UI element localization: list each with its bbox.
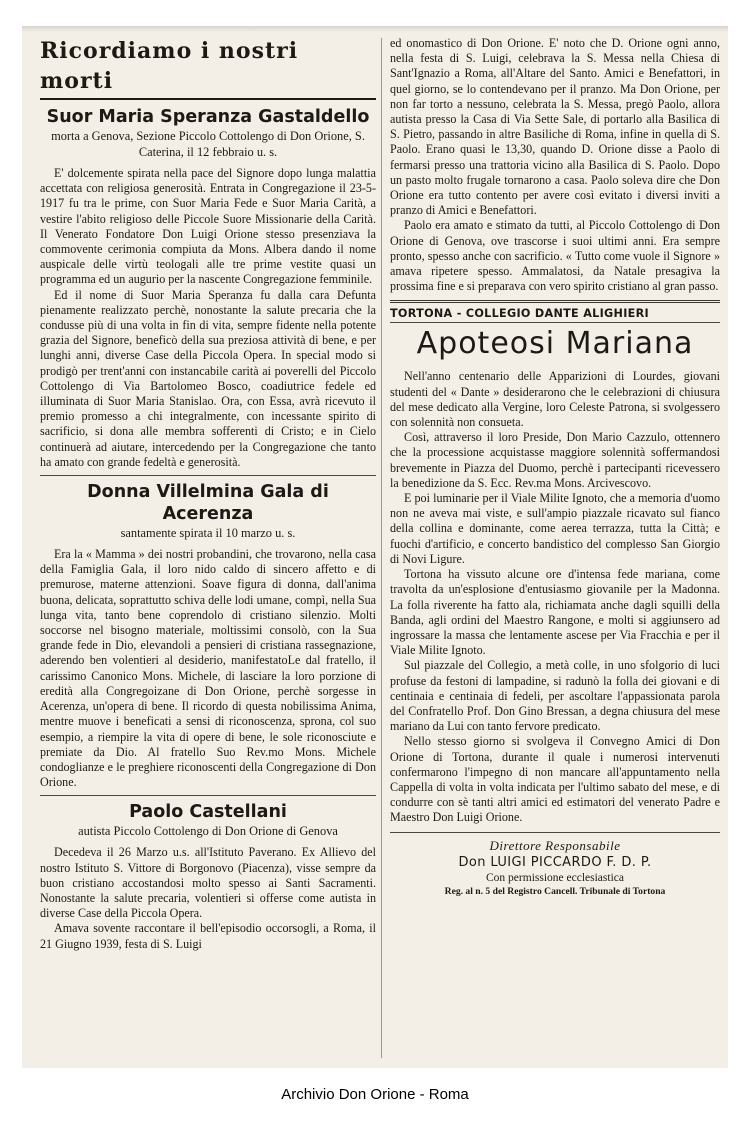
news-body bbox=[390, 369, 720, 825]
director-role: Direttore Responsabile bbox=[489, 837, 621, 853]
column-divider bbox=[381, 38, 382, 1058]
divider bbox=[40, 795, 376, 796]
obituary-subtitle: autista Piccolo Cottolengo di Don Orione di Genova bbox=[78, 824, 338, 839]
news-title: Apoteosi Mariana bbox=[416, 326, 694, 362]
obituary-name: Donna Villelmina Gala di Acerenza bbox=[87, 482, 329, 525]
obituary-name: Paolo Castellani bbox=[129, 802, 287, 823]
obituary-paragraph: Amava sovente raccontare il bell'episodio occorsogli, a Roma, il 21 Giugno 1939, festa di S. Luigi bbox=[40, 921, 376, 951]
colophon-rule bbox=[390, 832, 720, 833]
obituary-name: Suor Maria Speranza Gastaldello bbox=[46, 107, 370, 127]
obituary-paragraph: Decedeva il 26 Marzo u.s. all'Istituto Paverano. Ex Allievo del nostro Istituto S. Vittore di Borgonovo (Piacenza), visse sempre da buon cristiano accostandosi molto spesso ai Santi Sacramenti. Nonostante la salute precaria, volentieri si offerse come autista in diverse Case della Piccola Opera. bbox=[40, 845, 376, 921]
news-paragraph: E poi luminarie per il Viale Milite Ignoto, che a memoria d'uomo non ne aveva mai viste, e sull'ampio piazzale ricavato sul fianco della collina e dominante, come aerea terrazza, tutta la Città; e fuochi d'artificio, e concerto bandistico del complesso San Giorgio di Novi Ligure. bbox=[390, 491, 720, 566]
news-paragraph: Così, attraverso il loro Preside, Don Mario Cazzulo, ottennero che la processione acquistasse maggiore solennità soffermandosi brevemente in Piazza del Duomo, perchè i partecipanti ricevessero la benedizione da S. Ecc. Rev.ma Mons. Arcivescovo. bbox=[390, 430, 720, 490]
section-title-rule bbox=[40, 98, 376, 100]
news-kicker: TORTONA - COLLEGIO DANTE ALIGHIERI bbox=[390, 307, 649, 321]
obituary-continued-paragraph: ed onomastico di Don Orione. E' noto che D. Orione ogni anno, nella festa di S. Luigi, celebrava la S. Messa nella Chiesa di Sant'Ignazio a Roma, all'Altare del Santo. Amici e Benefattori, in quel giorno, se lo contendevano per il pranzo. Ma Don Orione, per non far torto a nessuno, celebrata la S. Messa, pregò Paolo, allora autista presso la Casa di Via Sette Sale, di portarlo alla Basilica di S. Pietro, passando in altre Basiliche di Roma, infine in quella di S. Paolo. Erano quasi le 13,30, quando D. Orione disse a Paolo di fermarsi presso una trattoria vicino alla Basilica di S. Paolo. Dopo un pasto molto frugale tornarono a casa. Paolo soleva dire che Don Orione era tutto contento per avere così evitato i diversi inviti a pranzo di Amici e Benefattori. bbox=[390, 36, 720, 218]
obituary-castellani bbox=[40, 801, 376, 951]
obituary-paragraph: Era la « Mamma » dei nostri probandini, che trovarono, nella casa della Famiglia Gala, il loro nido caldo di sincero affetto e di premurose, materne attenzioni. Soave figura di donna, dall'anima buona, delicata, soprattutto schiva delle lodi umane, compì, nella Sua lunga vita, tanto bene coprendolo di cristiano silenzio. Molti soccorse nel bisogno materiale, moltissimi consolò, con la Sua grande fede in Dio, elevandoli a pensieri di cristiana rassegnazione, aderendo ben volentieri al desiderio, manifestatoLe dal fratello, il carissimo Canonico Mons. Michele, di lasciare la loro porzione di eredità alla Congregoizane di Don Orione, perchè sorgesse in Acerenza, un'opera di bene. Il ricordo di questa nobilissima Anima, mentre muove i beneficati a sensi di riconoscenza, sprona, col suo esempio, a riempire la vita di opere di bene, le sole riconosciute e premiate da Dio. Al fratello Suo Rev.mo Mons. Michele condoglianze e le preghiere riconoscenti della Congregazione di Don Orione. bbox=[40, 547, 376, 790]
obituary-subtitle: santamente spirata il 10 marzo u. s. bbox=[120, 526, 296, 541]
divider bbox=[40, 475, 376, 476]
obituary-subtitle: morta a Genova, Sezione Piccolo Cottolengo di Don Orione, S. Caterina, il 12 febbraio u. s. bbox=[51, 129, 365, 159]
right-column bbox=[390, 36, 720, 899]
obituary-paragraph: Ed il nome di Suor Maria Speranza fu dalla cara Defunta pienamente realizzato perchè, nonostante la salute precaria che la condusse più di una volta in fin di vita, sempre fidente nella potente grazia del Signore, beneficò della sua preziosa attività di bene, e per lunghi anni, diverse Case della Piccola Opera. In special modo si prodigò per trent'anni con instancabile carità ai poverelli del Piccolo Cottolengo di Via Bartolomeo Bosco, coadiutrice fedele ed illuminata di Suor Maria Stanislao. Ora, con Essa, avrà ricevuto il premio promesso a chi integralmente, con incessante spirito di sacrificio, si dona alle membra sofferenti di Cristo; e in Cielo continuerà ad aiutare, intercedendo per la Congregazione che tanto ha amato con grande fedeltà e generosità. bbox=[40, 287, 376, 469]
obituary-gastaldello bbox=[40, 106, 376, 470]
news-paragraph: Nell'anno centenario delle Apparizioni di Lourdes, giovani studenti del « Dante » desiderarono che le celebrazioni di chiusura del mese dedicato alla Vergine, loro Celeste Patrona, si svolgessero con solennità non consueta. bbox=[390, 369, 720, 430]
colophon bbox=[390, 837, 720, 899]
section-title: Ricordiamo i nostri morti bbox=[40, 38, 299, 94]
divider bbox=[390, 300, 720, 303]
director-name: Don LUIGI PICCARDO F. D. P. bbox=[458, 854, 652, 870]
kicker-rule bbox=[390, 322, 720, 323]
obituary-continued-paragraph: Paolo era amato e stimato da tutti, al Piccolo Cottolengo di Don Orione di Genova, ove trascorse i suoi ultimi anni. Era sempre pronto, spesso anche con sacrificio. « Tutto come vuole il Signore » amava ripetere spesso. Ammalatosi, da Natale presagiva la prossima fine e si preparava con vero spirito cristiano al gran passo. bbox=[390, 218, 720, 294]
news-paragraph: Tortona ha vissuto alcune ore d'intensa fede mariana, come travolta da un'esplosione d'entusiasmo giovanile per la Madonna. La folla riverente ha fatto ala, richiamata anche dagli squilli della Banda, agli ordini del Maestro Rangone, e molti si aggiunsero ad ingrossare la massa che lentamente ascese per Via Fracchia e per il Viale Milite Ignoto. bbox=[390, 567, 720, 658]
archive-caption: Archivio Don Orione - Roma bbox=[281, 1086, 469, 1103]
obituary-paragraph: E' dolcemente spirata nella pace del Signore dopo lunga malattia accettata con religiosa generosità. Entrata in Congregazione il 23-5-1917 fu tra le prime, con Suor Maria Fede e Suor Maria Carità, a vestire l'abito religioso delle Piccole Suore Missionarie della Carità. Il Venerato Fondatore Don Luigi Orione stesso presenziava la commovente cerimonia compiuta da Mons. Albera dando il nome auspicale delle virtù teologali alle tre prime vestite quasi un programma ed un augurio per la nascente Congregazione femminile. bbox=[40, 166, 376, 287]
obituary-gala bbox=[40, 481, 376, 790]
news-paragraph: Sul piazzale del Collegio, a metà colle, in uno sfolgorio di luci profuse da festoni di lampadine, si radunò la folla dei giovani e di centinaia e centinaia di fedeli, per ascoltare l'appassionata parola del Confratello Prof. Don Gino Bressan, a degna chiusura del mese mariano da Lui con tanto fervore predicato. bbox=[390, 658, 720, 734]
ecclesiastical-permission: Con permissione ecclesiastica bbox=[486, 871, 624, 884]
news-paragraph: Nello stesso giorno si svolgeva il Convegno Amici di Don Orione di Tortona, durante il quale i numerosi intervenuti confermarono l'impegno di non mancare all'appuntamento nella Cappella di volta in volta indicata per l'ultimo sabato del mese, e di condurre con sè tanti altri amici ed estimatori del venerato Padre e Maestro Don Luigi Orione. bbox=[390, 734, 720, 825]
left-column bbox=[40, 36, 376, 952]
court-registration: Reg. al n. 5 del Registro Cancell. Tribunale di Tortona bbox=[444, 885, 666, 897]
newsletter-page bbox=[22, 26, 728, 1068]
